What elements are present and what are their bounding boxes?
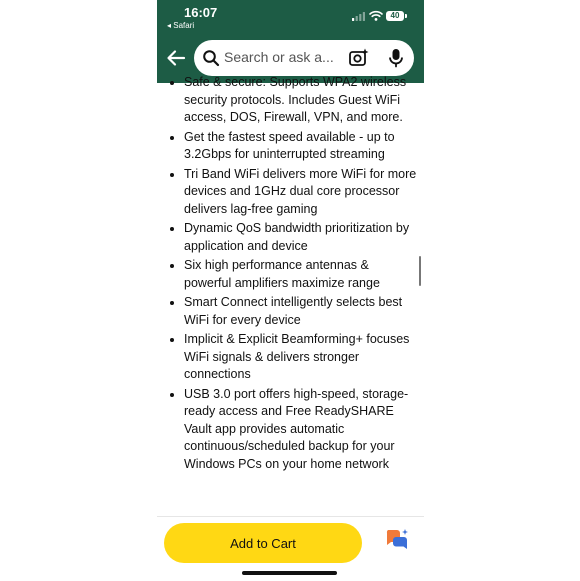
bottom-action-bar: [157, 516, 424, 581]
wifi-icon: [369, 10, 383, 21]
cellular-signal-icon: [352, 12, 366, 21]
back-arrow-icon[interactable]: [165, 47, 187, 69]
camera-search-icon[interactable]: [348, 48, 370, 68]
scrollbar-thumb[interactable]: [419, 256, 421, 286]
status-time: 16:07: [184, 5, 218, 20]
feature-bullet: Implicit & Explicit Beamforming+ focuses WiFi signals & delivers stronger connections: [167, 331, 417, 384]
feature-bullet: Smart Connect intelligently selects best WiFi for every device: [167, 294, 417, 329]
search-icon: [202, 49, 220, 67]
phone-screen: [157, 0, 424, 580]
search-bar[interactable]: [194, 40, 414, 76]
battery-cap: [405, 14, 407, 18]
add-to-cart-button[interactable]: Add to Cart: [164, 523, 362, 563]
feature-bullet: Safe & secure: Supports WPA2 wireless security protocols. Includes Guest WiFi access, DOS, Firewall, VPN, and more.: [167, 74, 417, 127]
ai-assistant-icon[interactable]: [385, 529, 409, 551]
search-input[interactable]: [224, 49, 340, 65]
battery-icon: 40: [386, 11, 404, 21]
product-description: [157, 75, 424, 515]
feature-bullet: Tri Band WiFi delivers more WiFi for more devices and 1GHz dual core processor delivers lag-free gaming: [167, 166, 417, 219]
feature-bullet: Get the fastest speed available - up to 3.2Gbps for uninterrupted streaming: [167, 129, 417, 164]
feature-bullet: Six high performance antennas & powerful amplifiers maximize range: [167, 257, 417, 292]
feature-bullet: USB 3.0 port offers high-speed, storage-ready access and Free ReadySHARE Vault app provides automatic continuous/scheduled backup for your Windows PCs on your home network: [167, 386, 417, 474]
header-bar: [157, 0, 424, 83]
feature-bullet: Dynamic QoS bandwidth prioritization by application and device: [167, 220, 417, 255]
feature-bullet-list: [167, 74, 417, 475]
back-to-safari-link[interactable]: ◂ Safari: [167, 21, 195, 30]
status-bar: [157, 0, 424, 36]
microphone-icon[interactable]: [388, 48, 404, 68]
home-indicator[interactable]: [242, 571, 337, 575]
